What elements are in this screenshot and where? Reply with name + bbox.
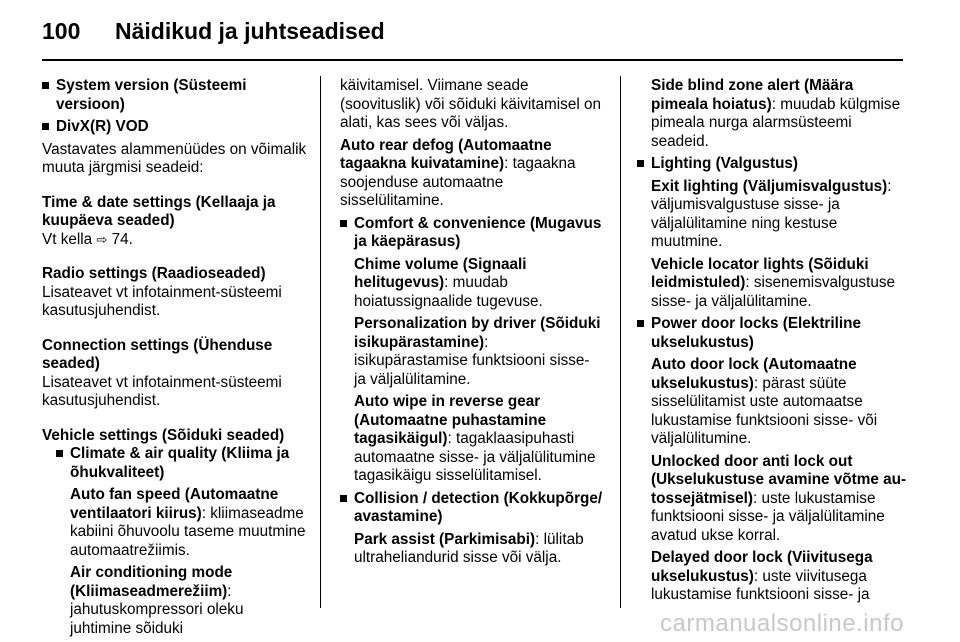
bullet-power-locks: Power door locks (Elektriline ukselukustus) [637, 315, 907, 352]
column-3 [637, 77, 907, 605]
page-header [0, 0, 960, 62]
item-ac-mode: Air conditioning mode (Kliimaseadmerežiim): jahutuskompressori oleku juhtimine sõiduki [70, 564, 244, 637]
bullet-lighting: Lighting (Valgustus) [637, 155, 907, 174]
item-rear-defog: Auto rear defog (Automaatne tagaakna kuivatamine): tagaakna soojenduse automaatne sisselülitamine. [340, 136, 576, 209]
time-ref-text: Vt kella [42, 230, 93, 248]
heading-time-date: Time & date settings (Kellaaja ja kuupäeva seaded) [42, 193, 276, 229]
heading-connection: Connection settings (Ühenduse seaded) [42, 336, 273, 372]
connection-text: Lisateavet vt infotainment-süsteemi kasutusjuhendist. [42, 373, 282, 409]
column-divider-1 [320, 76, 321, 608]
time-ref-page[interactable]: 74. [111, 230, 133, 248]
header-divider [42, 59, 903, 61]
radio-text: Lisateavet vt infotainment-süsteemi kasutusjuhendist. [42, 283, 282, 319]
time-date-text [42, 231, 307, 250]
bullet-divx: DivX(R) VOD [42, 118, 307, 137]
heading-vehicle: Vehicle settings (Sõiduki seaded) [42, 426, 285, 444]
column-2 [340, 77, 605, 568]
item-auto-door-lock: Auto door lock (Automaatne ukselukustus): pärast süüte sisselülitamist uste automaatse lukustamise funktsiooni sisse- või väljalülitumine. [651, 356, 878, 447]
page-title: Näidikud ja juhtseadised [115, 18, 385, 44]
bullet-system-version: System version (Süsteemi versioon) [42, 77, 307, 114]
item-chime-volume: Chime volume (Signaali helitugevus): muudab hoiatussignaalide tugevuse. [354, 255, 543, 310]
bullet-comfort: Comfort & convenience (Mugavus ja käepärasus) [340, 215, 605, 252]
item-delayed-lock: Delayed door lock (Viivitusega ukselukustus): uste viivitusega lukustamise funktsiooni sisse- ja [651, 549, 873, 603]
item-exit-lighting: Exit lighting (Väljumisvalgustus): väljumisvalgustuse sisse- ja väljalülitamine ning kestuse muutmine. [651, 177, 892, 250]
watermark: carmanualsonline.info [660, 610, 904, 637]
intro-text: Vastavates alammenüüdes on võimalik muuta järgmisi seadeid: [42, 140, 307, 176]
item-anti-lockout: Unlocked door anti lock out (Ukselukustuse avamine võtme autossejätmisel): uste lukustamise funktsiooni sisse- ja väljalülitamine avatud ukse korral. [651, 452, 907, 544]
item-fan-speed: Auto fan speed (Automaatne ventilaatori kiirus): kliimaseadme kabiini õhuvoolu taseme muutmine automaatrežiimis. [70, 486, 306, 559]
heading-radio: Radio settings (Raadioseaded) [42, 265, 266, 282]
bullet-collision: Collision / detection (Kokkupõrge/ avastamine) [340, 490, 605, 527]
item-park-assist: Park assist (Parkimisabi): lülitab ultraheliandurid sisse või välja. [354, 530, 584, 566]
item-auto-wipe: Auto wipe in reverse gear (Automaatne puhastamine tagasikäigul): tagaklaasipuhasti automaatne sisse- ja väljalülitumine tagasikäigu sisselülitamisel. [354, 393, 596, 484]
item-personalization: Personalization by driver (Sõiduki isikupärastamine): isikupärastamise funktsiooni sisse- ja väljalülitamine. [354, 315, 601, 388]
item-blind-zone: Side blind zone alert (Määra pimeala hoiatus): muudab külgmise pimeala nurga alarmsüsteemi seadeid. [651, 77, 901, 150]
ac-continuation: käivitamisel. Viimane seade (soovituslik) või sõiduki käivitamisel on alati, kas sees või väljas. [340, 77, 601, 131]
item-locator-lights: Vehicle locator lights (Sõiduki leidmistuled): sisenemisvalgustuse sisse- ja väljalülitamine. [651, 255, 895, 310]
column-1 [42, 77, 307, 638]
column-divider-2 [620, 76, 621, 608]
page-ref-arrow-icon: ⇨ [96, 231, 108, 247]
bullet-climate: Climate & air quality (Kliima ja õhukvaliteet) [56, 445, 307, 482]
page-number: 100 [42, 18, 81, 44]
